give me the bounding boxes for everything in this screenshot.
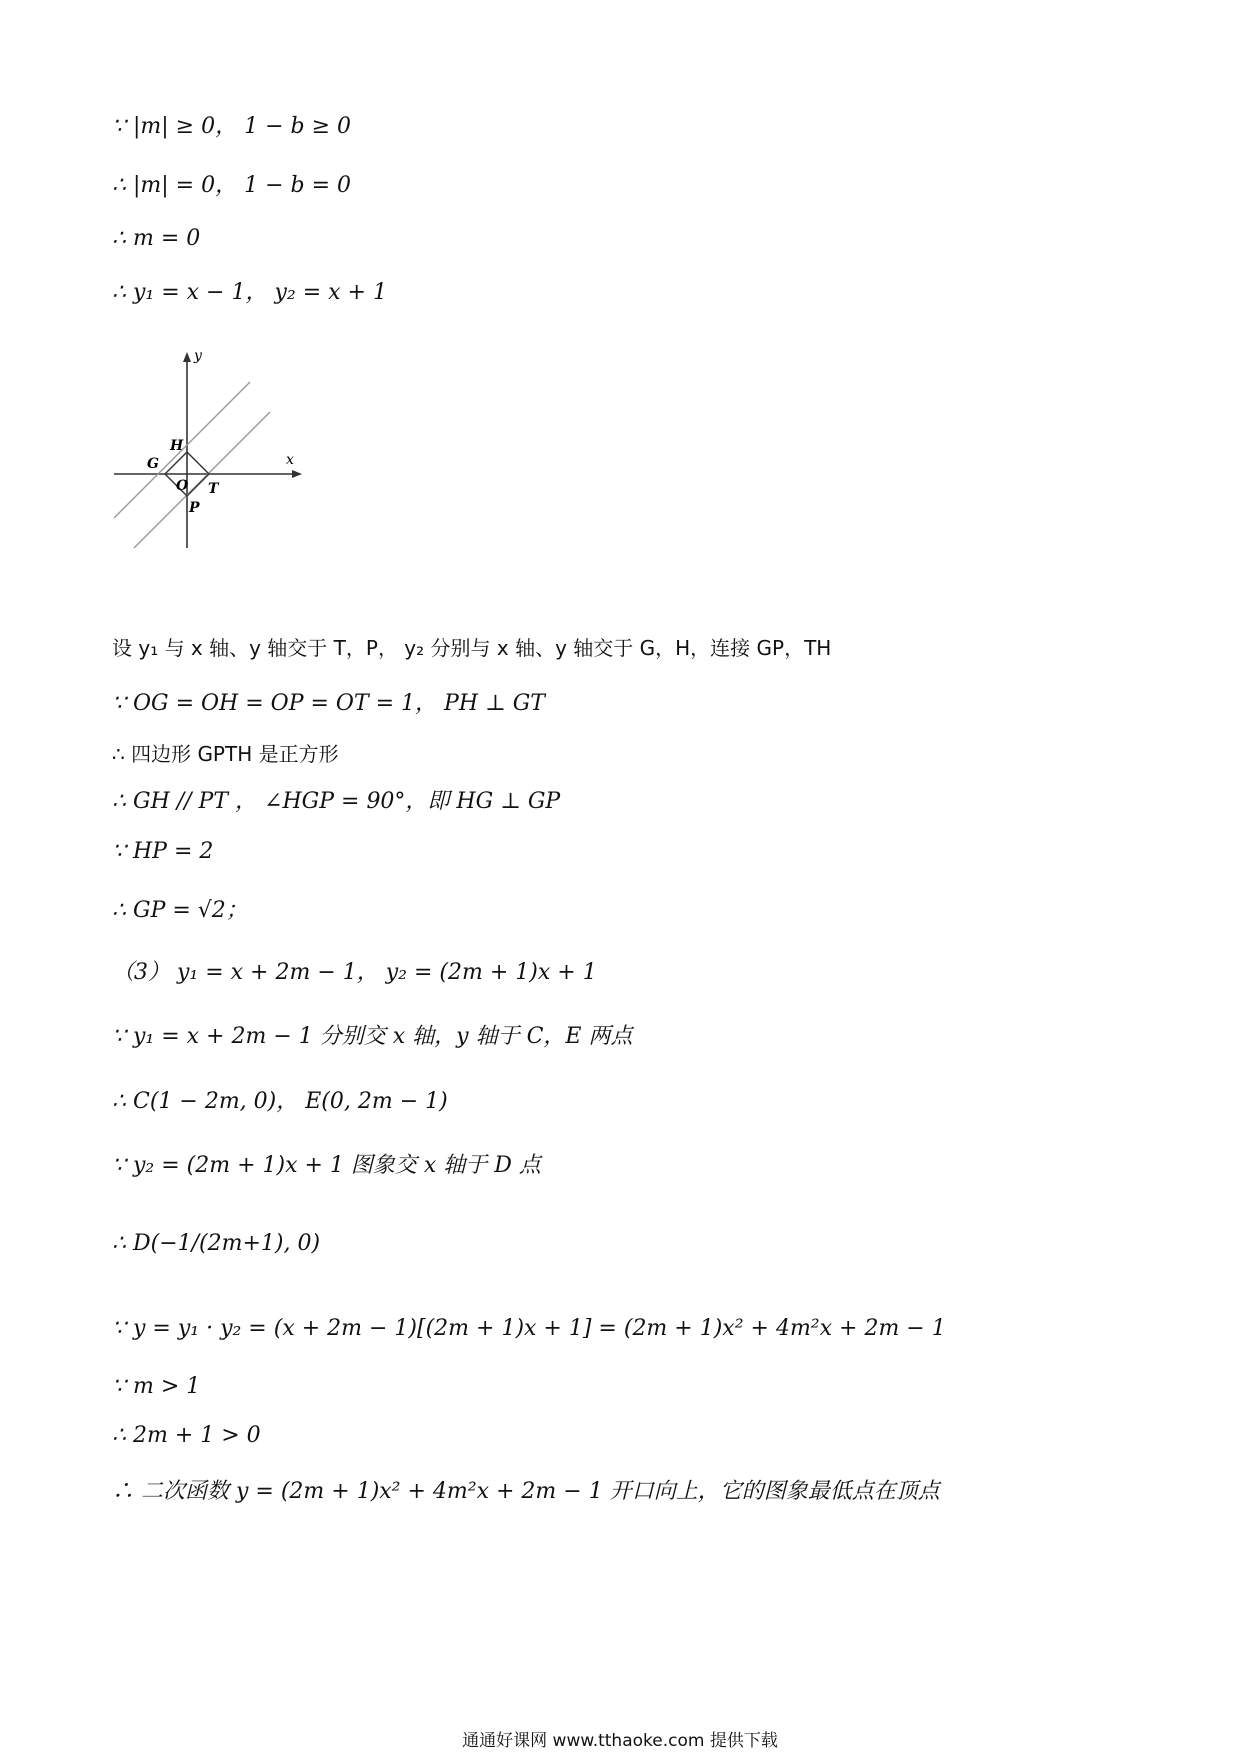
page-footer: 通通好课网 www.tthaoke.com 提供下载	[462, 1731, 778, 1751]
line-2: ∴ |m| = 0， 1 − b = 0	[112, 173, 352, 198]
label-g: G	[147, 456, 159, 472]
line-19: ∴ 二次函数 y = (2m + 1)x² + 4m²x + 2m − 1 开口向上，它的图象最低点在顶点	[112, 1479, 940, 1504]
line-6: ∵ OG = OH = OP = OT = 1， PH ⊥ GT	[112, 691, 545, 716]
label-p: P	[189, 500, 200, 516]
line-13: ∴ C(1 − 2m, 0)， E(0, 2m − 1)	[112, 1089, 448, 1114]
line-y1	[134, 412, 270, 548]
line-16: ∵ y = y₁ · y₂ = (x + 2m − 1)[(2m + 1)x + 1] = (2m + 1)x² + 4m²x + 2m − 1	[112, 1316, 946, 1341]
line-18: ∴ 2m + 1 > 0	[112, 1423, 261, 1448]
label-x: x	[286, 452, 294, 468]
line-9: ∵ HP = 2	[112, 839, 214, 864]
label-t: T	[208, 481, 219, 497]
line-1: ∵ |m| ≥ 0， 1 − b ≥ 0	[112, 114, 352, 139]
x-axis-arrow	[292, 470, 302, 478]
y-axis-arrow	[183, 352, 191, 362]
line-7: ∴ 四边形 GPTH 是正方形	[112, 742, 339, 766]
label-o: O	[176, 478, 189, 494]
line-5: 设 y₁ 与 x 轴、y 轴交于 T，P， y₂ 分别与 x 轴、y 轴交于 G，H，连接 GP，TH	[112, 636, 832, 660]
line-10: ∴ GP = √2；	[112, 898, 248, 923]
line-11: （3） y₁ = x + 2m − 1， y₂ = (2m + 1)x + 1	[112, 960, 597, 985]
line-12: ∵ y₁ = x + 2m − 1 分别交 x 轴，y 轴于 C，E 两点	[112, 1024, 633, 1049]
line-14: ∵ y₂ = (2m + 1)x + 1 图象交 x 轴于 D 点	[112, 1153, 541, 1178]
line-4: ∴ y₁ = x − 1， y₂ = x + 1	[112, 280, 387, 305]
label-y: y	[194, 348, 202, 364]
coordinate-figure	[110, 348, 310, 558]
line-8: ∴ GH // PT ， ∠HGP = 90°，即 HG ⊥ GP	[112, 789, 561, 814]
label-h: H	[170, 438, 184, 454]
line-17: ∵ m > 1	[112, 1374, 201, 1399]
line-3: ∴ m = 0	[112, 226, 201, 251]
line-15: ∴ D(−1/(2m+1), 0)	[112, 1231, 321, 1256]
